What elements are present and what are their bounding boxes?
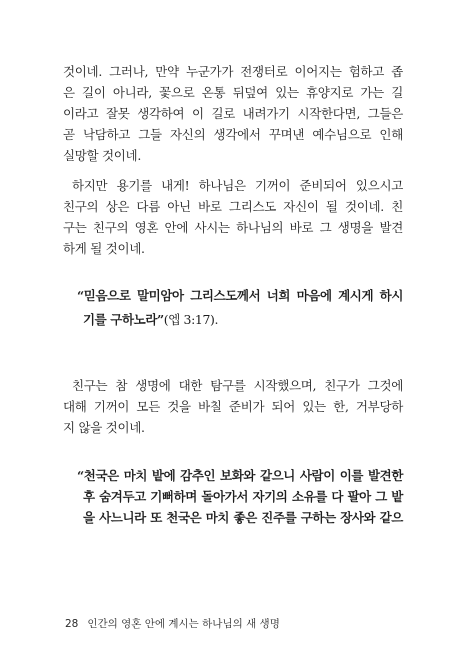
body-text-line: 하게 될 것이네. [63, 241, 145, 256]
scripture-quote-line: “믿음으로 말미암아 그리스도께서 너희 마음에 계시게 하시 [77, 288, 403, 303]
scripture-quote-line [83, 312, 403, 328]
body-text-line: 친구는 참 생명에 대한 탐구를 시작했으며, 친구가 그것에 [72, 378, 403, 393]
body-text-line: 친구의 상은 다름 아닌 바로 그리스도 자신이 될 것이네. 친 [63, 199, 403, 214]
body-text-line: 대해 기꺼이 모든 것을 바칠 준비가 되어 있는 한, 거부당하 [63, 399, 403, 414]
scripture-quote-line: “천국은 마치 밭에 감추인 보화와 같으니 사람이 이를 발견한 [77, 468, 403, 483]
body-text-line: 실망할 것이네. [63, 148, 141, 163]
scripture-reference: (엡 3:17). [163, 312, 219, 327]
scripture-quote-line: 을 사느니라 또 천국은 마치 좋은 진주를 구하는 장사와 같으 [83, 510, 403, 525]
body-text-line: 구는 친구의 영혼 안에 사시는 하나님의 바로 그 생명을 발견 [63, 220, 403, 235]
page-footer [65, 617, 280, 631]
scripture-quote-text: 기를 구하노라” [83, 312, 164, 327]
body-text-line: 지 않을 것이네. [63, 420, 145, 435]
body-text-line: 하지만 용기를 내게! 하나님은 기꺼이 준비되어 있으시고 [72, 178, 403, 193]
body-text-line: 곧 낙담하고 그들 자신의 생각에서 꾸며낸 예수님으로 인해 [63, 127, 403, 142]
body-text-line: 은 길이 아니라, 꽃으로 온통 뒤덮여 있는 휴양지로 가는 길 [63, 85, 403, 100]
body-text-line: 이라고 잘못 생각하여 이 길로 내려가기 시작한다면, 그들은 [63, 106, 403, 121]
running-title: 인간의 영혼 안에 계시는 하나님의 새 생명 [87, 618, 280, 630]
body-text-line: 것이네. 그러나, 만약 누군가가 전쟁터로 이어지는 험하고 좁 [63, 64, 403, 79]
scripture-quote-line: 후 숨겨두고 기뻐하며 돌아가서 자기의 소유를 다 팔아 그 밭 [83, 489, 403, 504]
page-number: 28 [65, 618, 79, 630]
